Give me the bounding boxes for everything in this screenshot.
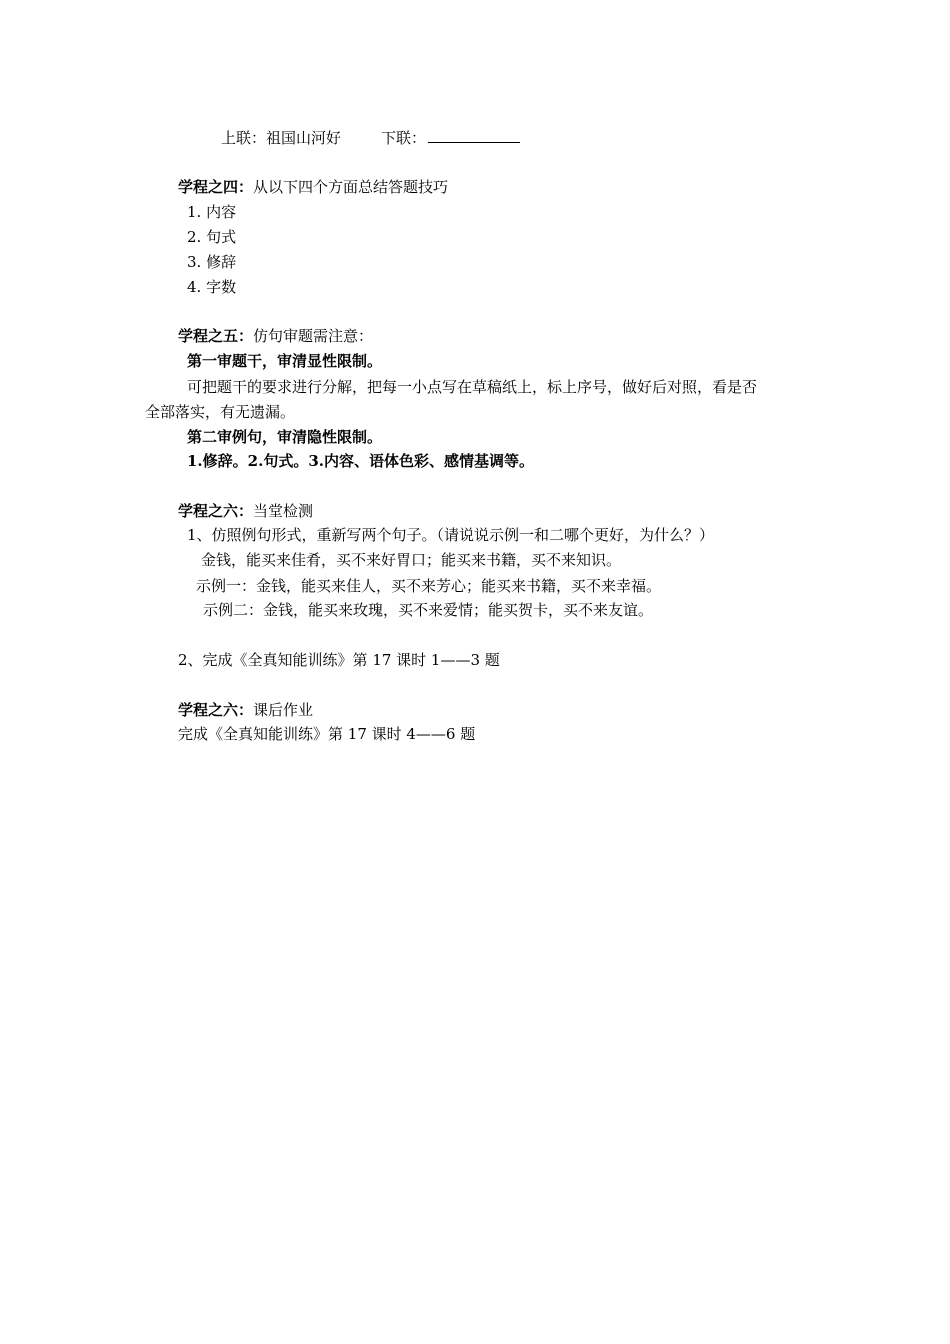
section5-second-heading: 第二审例句，审清隐性限制。 (187, 428, 383, 446)
sample-2: 示例二：金钱，能买来玫瑰，买不来爱情；能买贺卡，买不来友谊。 (203, 601, 654, 619)
lower-label: 下联： (381, 129, 427, 147)
section4-heading (178, 177, 448, 197)
question-1: 1、仿照例句形式，重新写两个句子。（请说说示例一和二哪个更好，为什么？） (187, 526, 715, 544)
homework-heading (178, 700, 313, 720)
section4-item: 1. 内容 (187, 203, 237, 221)
section5-first-body-cont: 全部落实，有无遗漏。 (145, 403, 296, 421)
homework-text: 课后作业 (253, 701, 314, 719)
section5-first-body: 可把题干的要求进行分解，把每一小点写在草稿纸上，标上序号，做好后对照，看是否 (187, 378, 758, 396)
question-2: 2、完成《全真知能训练》第 17 课时 1——3 题 (178, 651, 500, 669)
section4-item: 4. 字数 (187, 278, 237, 296)
section6-label: 学程之六： (178, 502, 254, 520)
section4-label: 学程之四： (178, 178, 254, 196)
upper-text: 祖国山河好 (266, 129, 342, 147)
section4-item: 2. 句式 (187, 228, 237, 246)
lower-blank (428, 128, 520, 143)
section5-label: 学程之五： (178, 327, 254, 345)
homework-label: 学程之六： (178, 701, 254, 719)
section4-item: 3. 修辞 (187, 253, 237, 271)
section6-text: 当堂检测 (253, 502, 314, 520)
section5-text: 仿句审题需注意： (253, 327, 374, 345)
upper-label: 上联： (221, 129, 267, 147)
couplet-line (221, 128, 520, 148)
homework-task: 完成《全真知能训练》第 17 课时 4——6 题 (178, 725, 476, 743)
sample-1: 示例一：金钱，能买来佳人，买不来芳心；能买来书籍，买不来幸福。 (196, 577, 662, 595)
section5-second-body: 1.修辞。2.句式。3.内容、语体色彩、感情基调等。 (187, 452, 534, 470)
section6-heading (178, 501, 313, 521)
section5-first-heading: 第一审题干，审清显性限制。 (187, 352, 383, 370)
section4-text: 从以下四个方面总结答题技巧 (253, 178, 449, 196)
example-sentence: 金钱，能买来佳肴，买不来好胃口；能买来书籍，买不来知识。 (201, 551, 622, 569)
section5-heading (178, 326, 373, 346)
